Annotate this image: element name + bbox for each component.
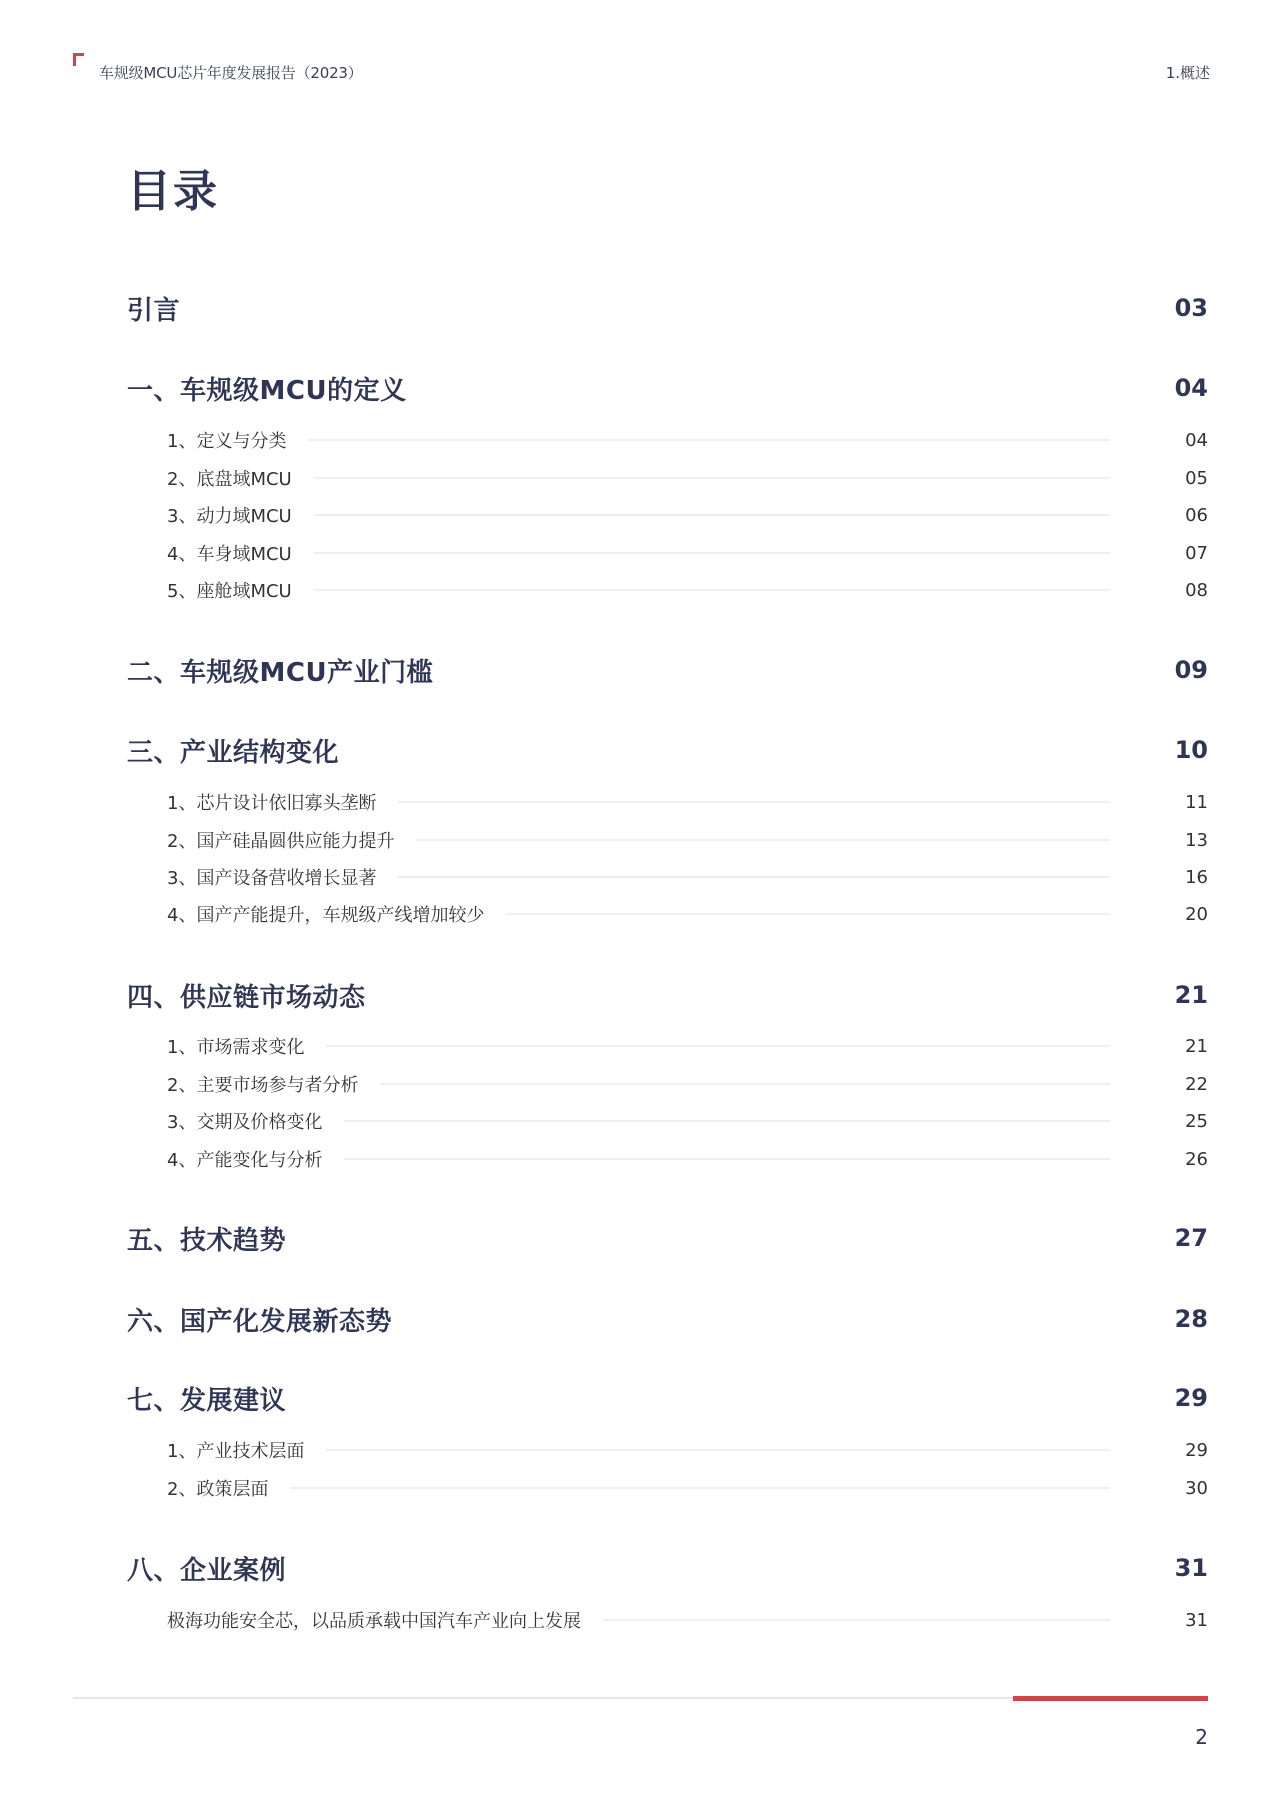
section-label: 1.概述 bbox=[1165, 64, 1210, 82]
toc-subentry[interactable] bbox=[167, 900, 1208, 928]
toc-subentry[interactable] bbox=[167, 1436, 1208, 1464]
toc-entry-chapter-3[interactable] bbox=[127, 732, 1208, 768]
toc-entry-chapter-6[interactable] bbox=[127, 1301, 1208, 1337]
toc-entry-label: 三、产业结构变化 bbox=[127, 737, 340, 768]
toc-entry-label: 八、企业案例 bbox=[127, 1555, 287, 1586]
toc-subentry-page: 25 bbox=[1185, 1110, 1208, 1132]
toc-subentry-label: 1、定义与分类 bbox=[167, 431, 287, 452]
toc-subentry[interactable] bbox=[167, 863, 1208, 891]
leader-line bbox=[326, 1045, 1110, 1047]
leader-line bbox=[506, 913, 1110, 915]
leader-line bbox=[314, 514, 1110, 516]
toc-subentry-label: 3、国产设备营收增长显著 bbox=[167, 868, 377, 889]
toc-subentry-label: 1、产业技术层面 bbox=[167, 1441, 305, 1462]
toc-entry-chapter-1[interactable] bbox=[127, 370, 1208, 406]
toc-entry-label: 四、供应链市场动态 bbox=[127, 982, 366, 1013]
toc-subentry-label: 1、芯片设计依旧寡头垄断 bbox=[167, 793, 377, 814]
toc-subentry[interactable] bbox=[167, 1606, 1208, 1634]
toc-subentry-page: 20 bbox=[1185, 903, 1208, 925]
leader-line bbox=[344, 1120, 1110, 1122]
page-number: 2 bbox=[1195, 1725, 1208, 1749]
toc-entry-label: 五、技术趋势 bbox=[127, 1225, 287, 1256]
toc-subentry[interactable] bbox=[167, 426, 1208, 454]
toc-subentry-page: 22 bbox=[1185, 1073, 1208, 1095]
leader-line bbox=[308, 439, 1110, 441]
toc-subentry-page: 07 bbox=[1185, 542, 1208, 564]
toc-subentry[interactable] bbox=[167, 1474, 1208, 1502]
footer-accent-bar bbox=[1013, 1696, 1208, 1701]
toc-subentry-label: 3、动力域MCU bbox=[167, 506, 292, 527]
toc-subentry-label: 1、市场需求变化 bbox=[167, 1037, 305, 1058]
toc-subentry-page: 30 bbox=[1185, 1477, 1208, 1499]
report-title: 车规级MCU芯片年度发展报告（2023） bbox=[99, 64, 363, 82]
toc-entry-chapter-5[interactable] bbox=[127, 1220, 1208, 1256]
toc-entry-intro[interactable] bbox=[127, 290, 1208, 326]
toc-subentry[interactable] bbox=[167, 576, 1208, 604]
toc-subentry-label: 4、产能变化与分析 bbox=[167, 1150, 323, 1171]
toc-subentry-page: 06 bbox=[1185, 504, 1208, 526]
leader-line bbox=[416, 839, 1110, 841]
toc-subentry-page: 05 bbox=[1185, 467, 1208, 489]
toc-subentry-label: 2、底盘域MCU bbox=[167, 469, 292, 490]
toc-entry-page: 09 bbox=[1174, 656, 1208, 684]
toc-subentry-page: 04 bbox=[1185, 429, 1208, 451]
toc-subentry-page: 11 bbox=[1185, 791, 1208, 813]
toc-entry-chapter-8[interactable] bbox=[127, 1550, 1208, 1586]
toc-subentry[interactable] bbox=[167, 1145, 1208, 1173]
toc-subentry[interactable] bbox=[167, 539, 1208, 567]
leader-line bbox=[398, 876, 1110, 878]
toc-entry-label: 引言 bbox=[127, 295, 181, 326]
toc-subentry[interactable] bbox=[167, 826, 1208, 854]
toc-subentry[interactable] bbox=[167, 1070, 1208, 1098]
toc-subentry-page: 31 bbox=[1185, 1609, 1208, 1631]
leader-line bbox=[314, 552, 1110, 554]
toc-entry-page: 31 bbox=[1174, 1554, 1208, 1582]
toc-subentry-label: 2、政策层面 bbox=[167, 1479, 269, 1500]
toc-subentry-page: 21 bbox=[1185, 1035, 1208, 1057]
toc-subentry[interactable] bbox=[167, 788, 1208, 816]
toc-entry-page: 10 bbox=[1174, 736, 1208, 764]
page-title: 目录 bbox=[127, 166, 219, 217]
toc-entry-chapter-7[interactable] bbox=[127, 1380, 1208, 1416]
toc-entry-page: 28 bbox=[1174, 1305, 1208, 1333]
leader-line bbox=[380, 1083, 1110, 1085]
toc-subentry-page: 26 bbox=[1185, 1148, 1208, 1170]
toc-subentry-page: 08 bbox=[1185, 579, 1208, 601]
toc-entry-label: 七、发展建议 bbox=[127, 1385, 287, 1416]
toc-subentry-label: 2、国产硅晶圆供应能力提升 bbox=[167, 831, 395, 852]
toc-entry-label: 六、国产化发展新态势 bbox=[127, 1306, 393, 1337]
toc-subentry-page: 13 bbox=[1185, 829, 1208, 851]
toc-subentry-page: 16 bbox=[1185, 866, 1208, 888]
toc-subentry[interactable] bbox=[167, 464, 1208, 492]
leader-line bbox=[326, 1449, 1110, 1451]
toc-subentry-label: 极海功能安全芯，以品质承载中国汽车产业向上发展 bbox=[167, 1611, 581, 1632]
toc-subentry[interactable] bbox=[167, 501, 1208, 529]
leader-line bbox=[344, 1158, 1110, 1160]
corner-mark-icon bbox=[73, 53, 84, 66]
toc-subentry-label: 4、车身域MCU bbox=[167, 544, 292, 565]
toc-entry-page: 21 bbox=[1174, 981, 1208, 1009]
toc-entry-chapter-2[interactable] bbox=[127, 652, 1208, 688]
toc-entry-chapter-4[interactable] bbox=[127, 977, 1208, 1013]
leader-line bbox=[398, 801, 1110, 803]
toc-subentry-label: 2、主要市场参与者分析 bbox=[167, 1075, 359, 1096]
leader-line bbox=[314, 589, 1110, 591]
toc-subentry-page: 29 bbox=[1185, 1439, 1208, 1461]
toc-subentry-label: 4、国产产能提升，车规级产线增加较少 bbox=[167, 905, 485, 926]
leader-line bbox=[314, 477, 1110, 479]
toc-entry-label: 二、车规级MCU产业门槛 bbox=[127, 657, 434, 688]
toc-entry-page: 27 bbox=[1174, 1224, 1208, 1252]
toc-entry-page: 04 bbox=[1174, 374, 1208, 402]
toc-entry-label: 一、车规级MCU的定义 bbox=[127, 375, 407, 406]
toc-entry-page: 03 bbox=[1174, 294, 1208, 322]
leader-line bbox=[603, 1619, 1110, 1621]
toc-entry-page: 29 bbox=[1174, 1384, 1208, 1412]
toc-subentry-label: 3、交期及价格变化 bbox=[167, 1112, 323, 1133]
leader-line bbox=[290, 1487, 1110, 1489]
toc-subentry[interactable] bbox=[167, 1107, 1208, 1135]
toc-subentry[interactable] bbox=[167, 1032, 1208, 1060]
toc-subentry-label: 5、座舱域MCU bbox=[167, 581, 292, 602]
